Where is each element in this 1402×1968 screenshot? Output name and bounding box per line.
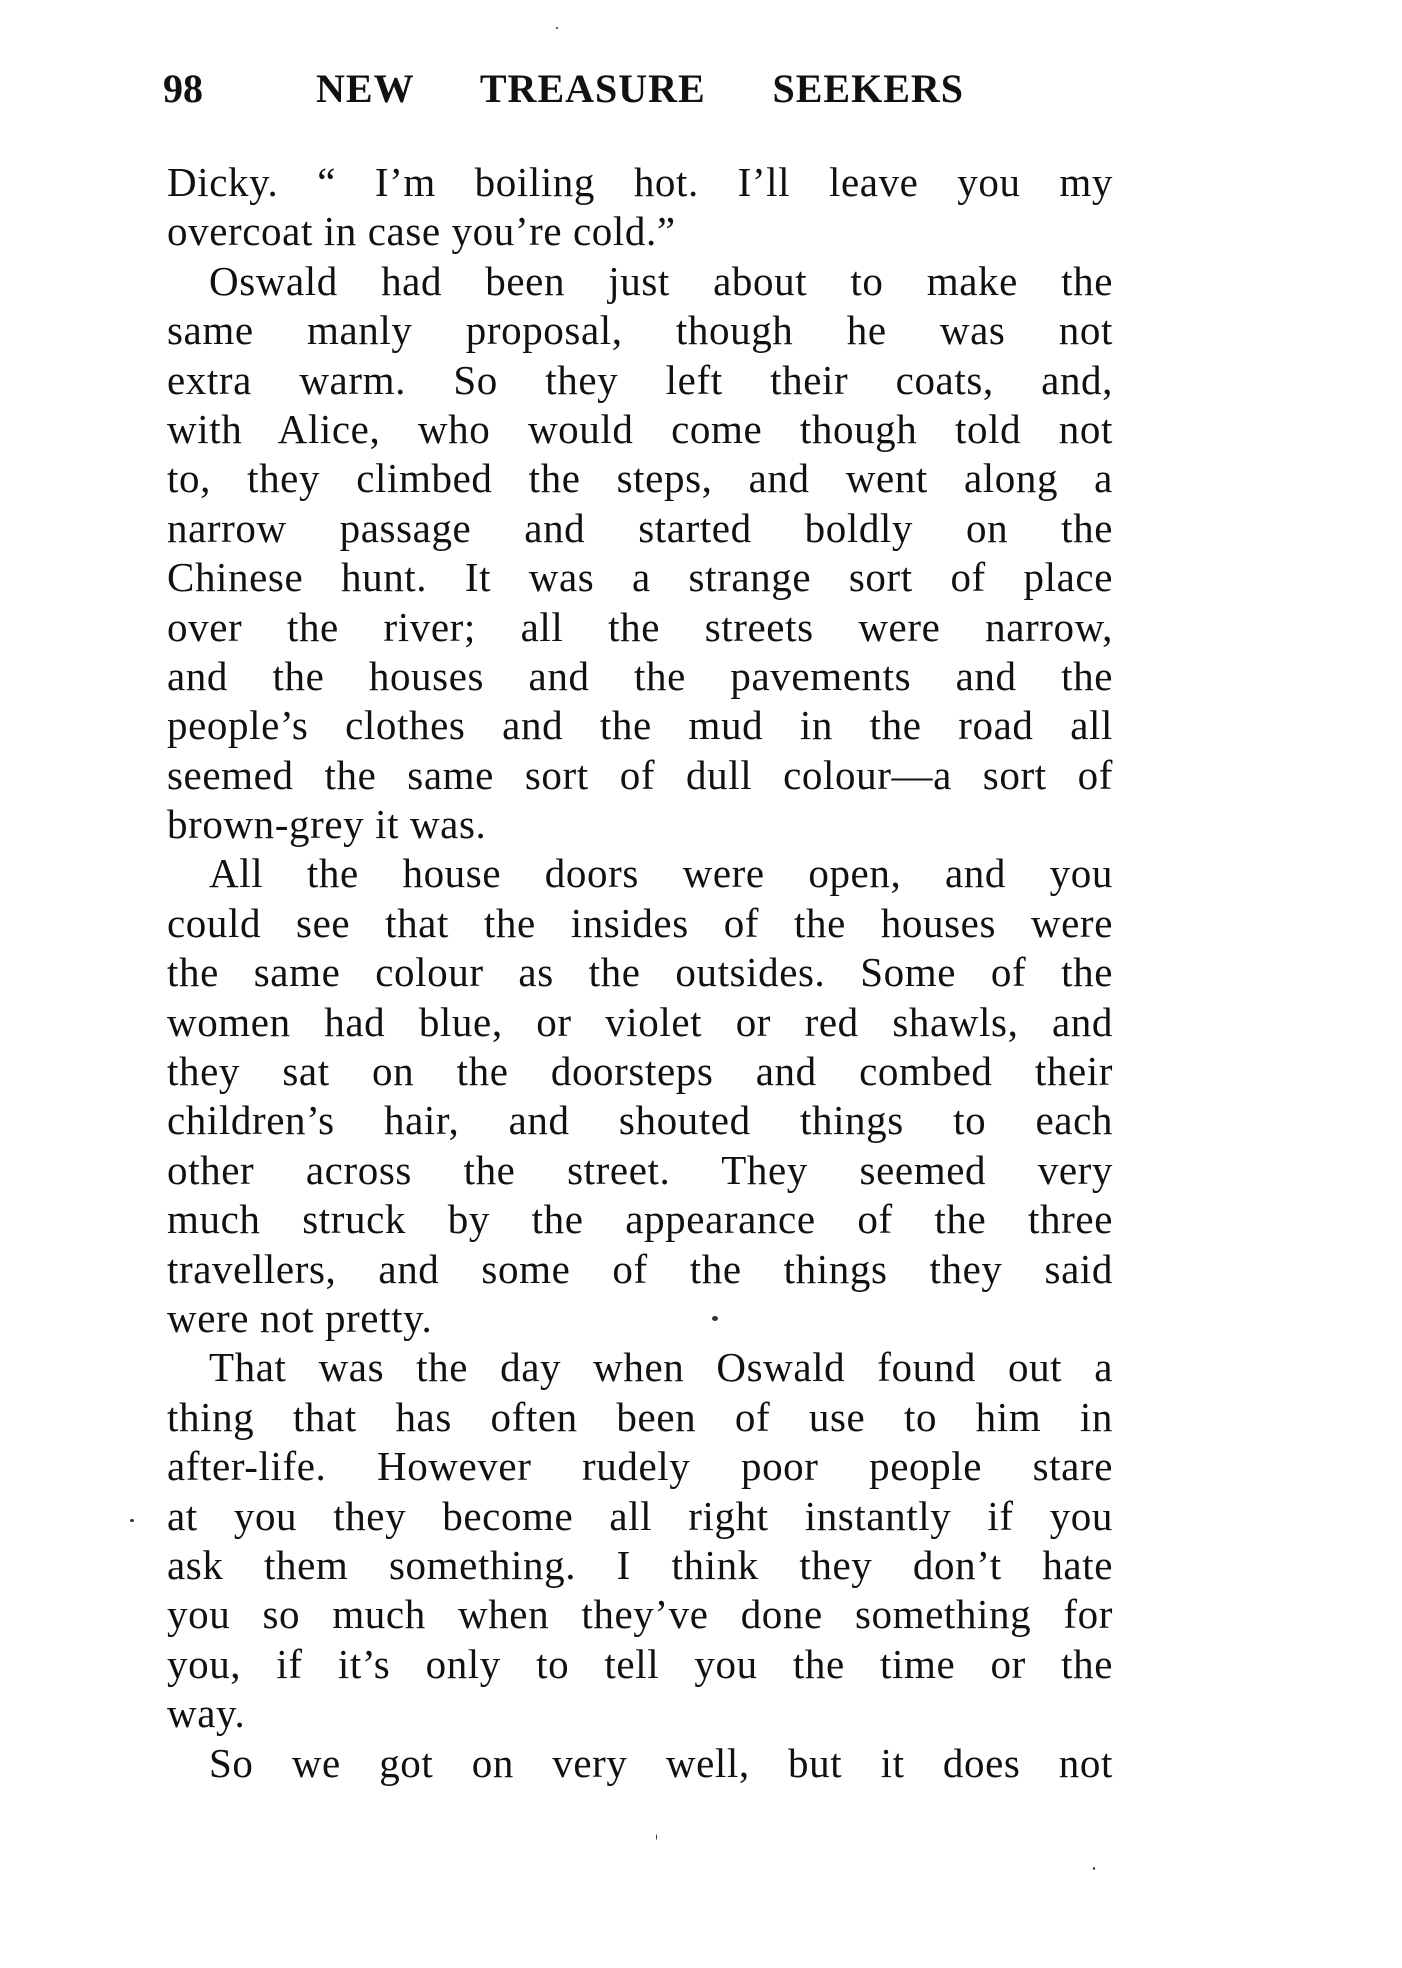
body-text (167, 158, 1113, 1788)
text-line: travellers, and some of the things they said (167, 1245, 1113, 1292)
text-line: were not pretty. (167, 1294, 433, 1341)
paragraph-start-line: So we got on very well, but it does not (209, 1739, 1113, 1786)
text-line: the same colour as the outsides. Some of the (167, 949, 1113, 996)
text-line: brown-grey it was. (167, 801, 487, 848)
text-line: could see that the insides of the houses were (167, 899, 1113, 946)
text-line: overcoat in case you’re cold.” (167, 208, 676, 255)
text-line: with Alice, who would come though told not (167, 405, 1113, 452)
text-line: ask them something. I think they don’t hate (167, 1541, 1113, 1588)
text-line: much struck by the appearance of the three (167, 1196, 1113, 1243)
text-line: to, they climbed the steps, and went along a (167, 455, 1113, 502)
text-line: seemed the same sort of dull colour—a sort of (167, 751, 1113, 798)
paragraph-start-line: Oswald had been just about to make the (209, 257, 1113, 304)
page-number: 98 (163, 66, 203, 111)
text-line: children’s hair, and shouted things to each (167, 1097, 1113, 1144)
text-line: women had blue, or violet or red shawls, and (167, 998, 1113, 1045)
text-line: and the houses and the pavements and the (167, 652, 1113, 699)
text-line: same manly proposal, though he was not (167, 307, 1113, 354)
scan-speck (130, 1519, 134, 1522)
paragraph-start-line: That was the day when Oswald found out a (209, 1344, 1113, 1391)
scan-speck (556, 27, 558, 29)
scan-speck (656, 1834, 657, 1840)
scan-speck (712, 1316, 718, 1321)
text-line: Dicky. “ I’m boiling hot. I’ll leave you my (167, 159, 1113, 205)
running-head (163, 64, 973, 113)
text-line: other across the street. They seemed very (167, 1146, 1113, 1193)
book-title-header: NEW TREASURE SEEKERS (316, 66, 964, 111)
text-line: Chinese hunt. It was a strange sort of place (167, 554, 1113, 601)
paragraph-start-line: All the house doors were open, and you (209, 850, 1113, 897)
text-line: you so much when they’ve done something for (167, 1591, 1113, 1638)
text-line: they sat on the doorsteps and combed their (167, 1048, 1113, 1095)
text-line: narrow passage and started boldly on the (167, 504, 1113, 551)
scan-speck (1093, 1867, 1095, 1870)
text-line: over the river; all the streets were narrow, (167, 603, 1113, 650)
text-line: you, if it’s only to tell you the time or the (167, 1640, 1113, 1687)
text-line: after-life. However rudely poor people stare (167, 1443, 1113, 1490)
text-line: extra warm. So they left their coats, and, (167, 356, 1113, 403)
text-line: at you they become all right instantly if you (167, 1492, 1113, 1539)
text-line: thing that has often been of use to him in (167, 1393, 1113, 1440)
text-line: people’s clothes and the mud in the road all (167, 702, 1113, 749)
text-line: way. (167, 1690, 246, 1737)
